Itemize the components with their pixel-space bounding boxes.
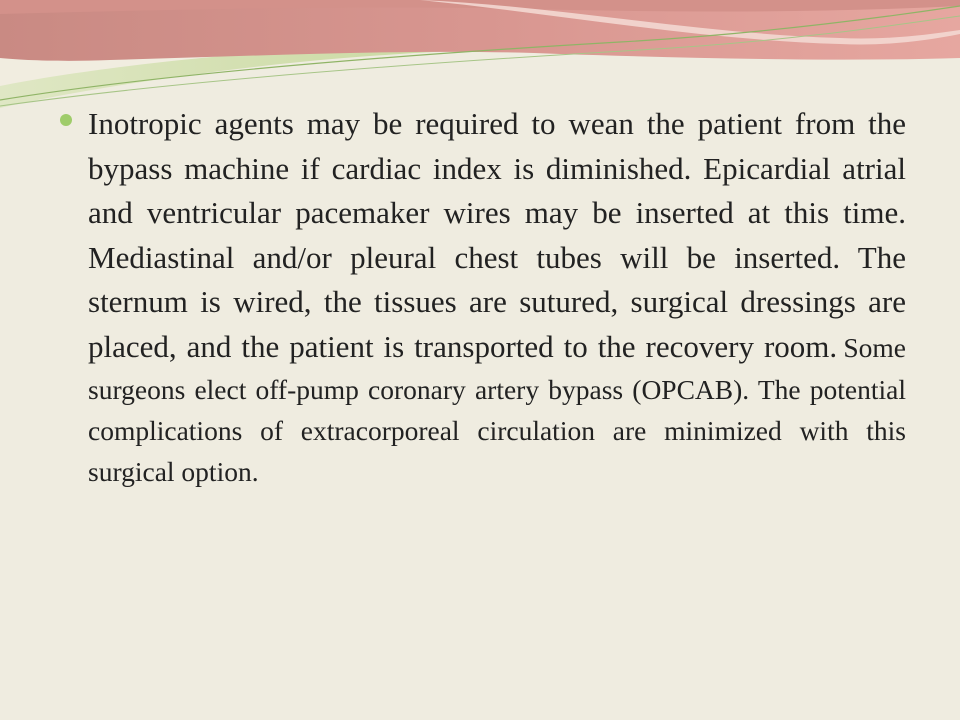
bullet-dot-icon bbox=[60, 114, 72, 126]
paragraph-main-text: Inotropic agents may be required to wean the patient from the bypass machine if cardiac index is diminished. Epicardial atrial and ventricular pacemaker wires may be inserted at this time. Mediastinal and/or pleural chest tubes will be inserted. The sternum is wired, the tissues are sutured, surgical dressings are placed, and the patient is transported to the recovery room. bbox=[88, 106, 906, 364]
content-area bbox=[60, 102, 906, 492]
bullet-paragraph bbox=[88, 102, 906, 492]
paragraph-secondary-text: Some surgeons elect off-pump coronary artery bypass (OPCAB). The potential complications of extracorporeal circulation are minimized with this surgical option. bbox=[88, 331, 907, 487]
bullet-item bbox=[60, 102, 906, 492]
